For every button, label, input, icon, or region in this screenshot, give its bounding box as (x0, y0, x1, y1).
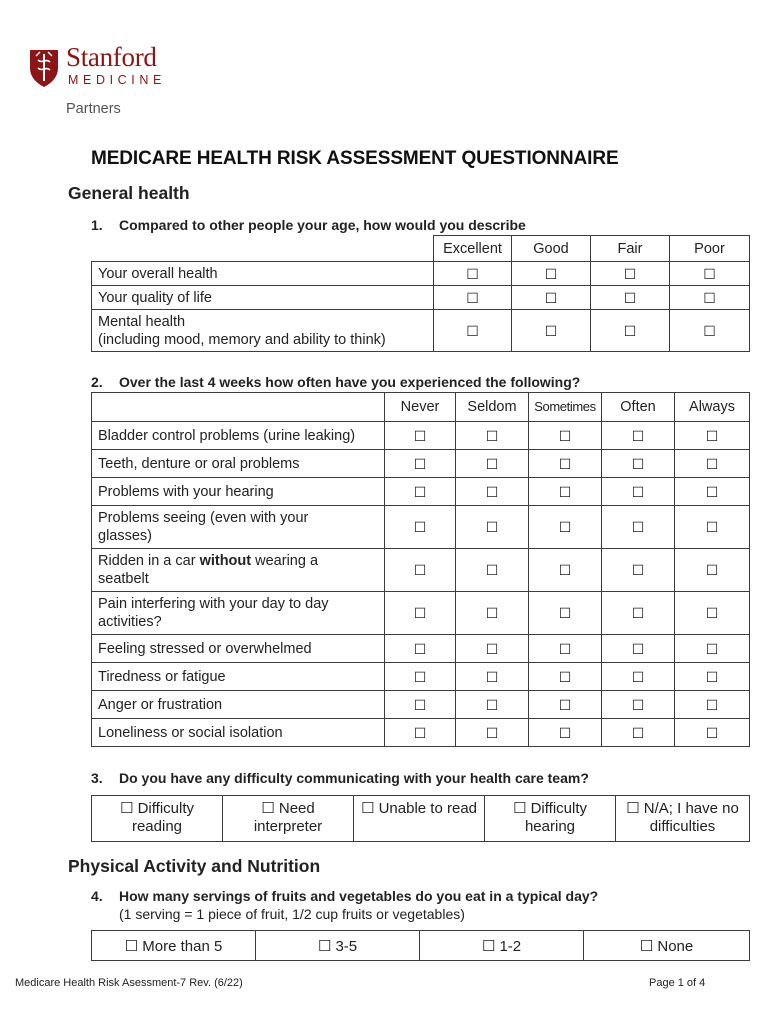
checkbox[interactable]: ☐ (529, 719, 602, 747)
checkbox[interactable]: ☐ (602, 719, 675, 747)
section-general-health: General health (68, 183, 190, 203)
checkbox[interactable]: ☐ (529, 478, 602, 506)
q1-row-overall-health (92, 262, 750, 286)
checkbox[interactable]: ☐ (670, 310, 750, 352)
q2-row-teeth (92, 450, 750, 478)
checkbox[interactable]: ☐ (529, 506, 602, 549)
checkbox[interactable]: ☐ (602, 506, 675, 549)
q1-row-mental-health (92, 310, 750, 352)
checkbox[interactable]: ☐ (385, 549, 456, 592)
row-label: Problems with your hearing (92, 478, 385, 506)
checkbox[interactable]: ☐ (675, 549, 750, 592)
q1-col-excellent: Excellent (434, 236, 512, 262)
checkbox[interactable]: ☐ (434, 310, 512, 352)
checkbox[interactable]: ☐ (602, 635, 675, 663)
checkbox[interactable]: ☐ (529, 450, 602, 478)
stanford-medicine-logo (28, 44, 178, 124)
checkbox[interactable]: ☐ (456, 592, 529, 635)
question-2: 2. Over the last 4 weeks how often have you experienced the following? (91, 374, 581, 390)
checkbox[interactable]: ☐ (456, 478, 529, 506)
question-1: 1. Compared to other people your age, how would you describe (91, 217, 526, 233)
checkbox[interactable]: ☐ (602, 450, 675, 478)
q1-row-quality-of-life (92, 286, 750, 310)
checkbox[interactable]: ☐ (675, 422, 750, 450)
option-1-2[interactable]: ☐ 1-2 (420, 931, 584, 961)
q2-row-seeing (92, 506, 750, 549)
q4-options (91, 930, 750, 961)
checkbox[interactable]: ☐ (591, 286, 670, 310)
row-label: Mental health (including mood, memory and ability to think) (92, 310, 434, 352)
row-label: Bladder control problems (urine leaking) (92, 422, 385, 450)
checkbox[interactable]: ☐ (529, 635, 602, 663)
row-label: Your overall health (92, 262, 434, 286)
footer-page-number: Page 1 of 4 (649, 977, 706, 989)
checkbox[interactable]: ☐ (385, 506, 456, 549)
checkbox[interactable]: ☐ (385, 719, 456, 747)
q3-options-row (92, 796, 750, 842)
checkbox[interactable]: ☐ (675, 478, 750, 506)
q2-row-anger (92, 691, 750, 719)
q3-options (91, 795, 750, 842)
checkbox[interactable]: ☐ (456, 450, 529, 478)
checkbox[interactable]: ☐ (385, 450, 456, 478)
checkbox[interactable]: ☐ (529, 663, 602, 691)
row-label: Pain interfering with your day to day activities? (92, 592, 385, 635)
checkbox[interactable]: ☐ (456, 691, 529, 719)
question-4: 4. How many servings of fruits and vegetables do you eat in a typical day? (91, 888, 599, 904)
checkbox[interactable]: ☐ (456, 506, 529, 549)
question-4-note: (1 serving = 1 piece of fruit, 1/2 cup fruits or vegetables) (119, 906, 465, 922)
q1-header-row (92, 236, 750, 262)
checkbox[interactable]: ☐ (512, 286, 591, 310)
q2-col-seldom: Seldom (456, 393, 529, 422)
q1-col-poor: Poor (670, 236, 750, 262)
option-no-difficulties[interactable]: ☐ N/A; I have no difficulties (616, 796, 750, 842)
row-label: Your quality of life (92, 286, 434, 310)
q2-row-seatbelt (92, 549, 750, 592)
q2-col-never: Never (385, 393, 456, 422)
checkbox[interactable]: ☐ (529, 422, 602, 450)
page-title: MEDICARE HEALTH RISK ASSESSMENT QUESTIONNAIRE (91, 148, 619, 169)
q2-row-tiredness (92, 663, 750, 691)
row-label: Feeling stressed or overwhelmed (92, 635, 385, 663)
checkbox[interactable]: ☐ (456, 719, 529, 747)
logo-partners: Partners (66, 101, 121, 117)
checkbox[interactable]: ☐ (456, 549, 529, 592)
row-label: Loneliness or social isolation (92, 719, 385, 747)
checkbox[interactable]: ☐ (675, 635, 750, 663)
checkbox[interactable]: ☐ (385, 422, 456, 450)
footer-form-id: Medicare Health Risk Asessment-7 Rev. (6/22) (15, 977, 243, 989)
q2-row-bladder (92, 422, 750, 450)
q2-blank-cell (92, 393, 385, 422)
option-none[interactable]: ☐ None (584, 931, 750, 961)
logo-medicine: MEDICINE (68, 73, 166, 87)
q1-table (91, 235, 750, 352)
q4-options-row (92, 931, 750, 961)
checkbox[interactable]: ☐ (675, 719, 750, 747)
q2-row-loneliness (92, 719, 750, 747)
q2-row-pain (92, 592, 750, 635)
checkbox[interactable]: ☐ (602, 422, 675, 450)
checkbox[interactable]: ☐ (670, 262, 750, 286)
checkbox[interactable]: ☐ (602, 663, 675, 691)
checkbox[interactable]: ☐ (675, 506, 750, 549)
option-difficulty-hearing[interactable]: ☐ Difficulty hearing (485, 796, 616, 842)
option-more-than-5[interactable]: ☐ More than 5 (92, 931, 256, 961)
checkbox[interactable]: ☐ (512, 310, 591, 352)
checkbox[interactable]: ☐ (456, 663, 529, 691)
checkbox[interactable]: ☐ (456, 635, 529, 663)
row-label: Anger or frustration (92, 691, 385, 719)
option-unable-to-read[interactable]: ☐ Unable to read (354, 796, 485, 842)
question-3: 3. Do you have any difficulty communicating with your health care team? (91, 770, 589, 786)
q2-table (91, 392, 750, 747)
checkbox[interactable]: ☐ (602, 549, 675, 592)
checkbox[interactable]: ☐ (529, 691, 602, 719)
checkbox[interactable]: ☐ (456, 422, 529, 450)
checkbox[interactable]: ☐ (434, 286, 512, 310)
checkbox[interactable]: ☐ (385, 691, 456, 719)
logo-wordmark: Stanford (66, 42, 157, 72)
section-physical-activity: Physical Activity and Nutrition (68, 856, 321, 876)
checkbox[interactable]: ☐ (675, 663, 750, 691)
q2-col-sometimes: Sometimes (529, 393, 602, 422)
checkbox[interactable]: ☐ (591, 262, 670, 286)
checkbox[interactable]: ☐ (385, 592, 456, 635)
checkbox[interactable]: ☐ (670, 286, 750, 310)
q1-blank-cell (92, 236, 434, 262)
checkbox[interactable]: ☐ (602, 691, 675, 719)
checkbox[interactable]: ☐ (591, 310, 670, 352)
row-label: Tiredness or fatigue (92, 663, 385, 691)
option-difficulty-reading[interactable]: ☐ Difficulty reading (92, 796, 223, 842)
checkbox[interactable]: ☐ (385, 635, 456, 663)
option-3-5[interactable]: ☐ 3-5 (256, 931, 420, 961)
checkbox[interactable]: ☐ (602, 478, 675, 506)
checkbox[interactable]: ☐ (675, 592, 750, 635)
row-label: Problems seeing (even with your glasses) (92, 506, 385, 549)
checkbox[interactable]: ☐ (385, 478, 456, 506)
checkbox[interactable]: ☐ (675, 450, 750, 478)
shield-icon (28, 48, 60, 88)
q2-col-always: Always (675, 393, 750, 422)
row-label: Teeth, denture or oral problems (92, 450, 385, 478)
checkbox[interactable]: ☐ (434, 262, 512, 286)
option-need-interpreter[interactable]: ☐ Need interpreter (223, 796, 354, 842)
checkbox[interactable]: ☐ (602, 592, 675, 635)
checkbox[interactable]: ☐ (385, 663, 456, 691)
checkbox[interactable]: ☐ (675, 691, 750, 719)
checkbox[interactable]: ☐ (512, 262, 591, 286)
q1-col-good: Good (512, 236, 591, 262)
q2-row-hearing (92, 478, 750, 506)
checkbox[interactable]: ☐ (529, 549, 602, 592)
checkbox[interactable]: ☐ (529, 592, 602, 635)
q2-header-row (92, 393, 750, 422)
q1-col-fair: Fair (591, 236, 670, 262)
q2-row-stressed (92, 635, 750, 663)
row-label: Ridden in a car without wearing a seatbelt (92, 549, 385, 592)
q2-col-often: Often (602, 393, 675, 422)
